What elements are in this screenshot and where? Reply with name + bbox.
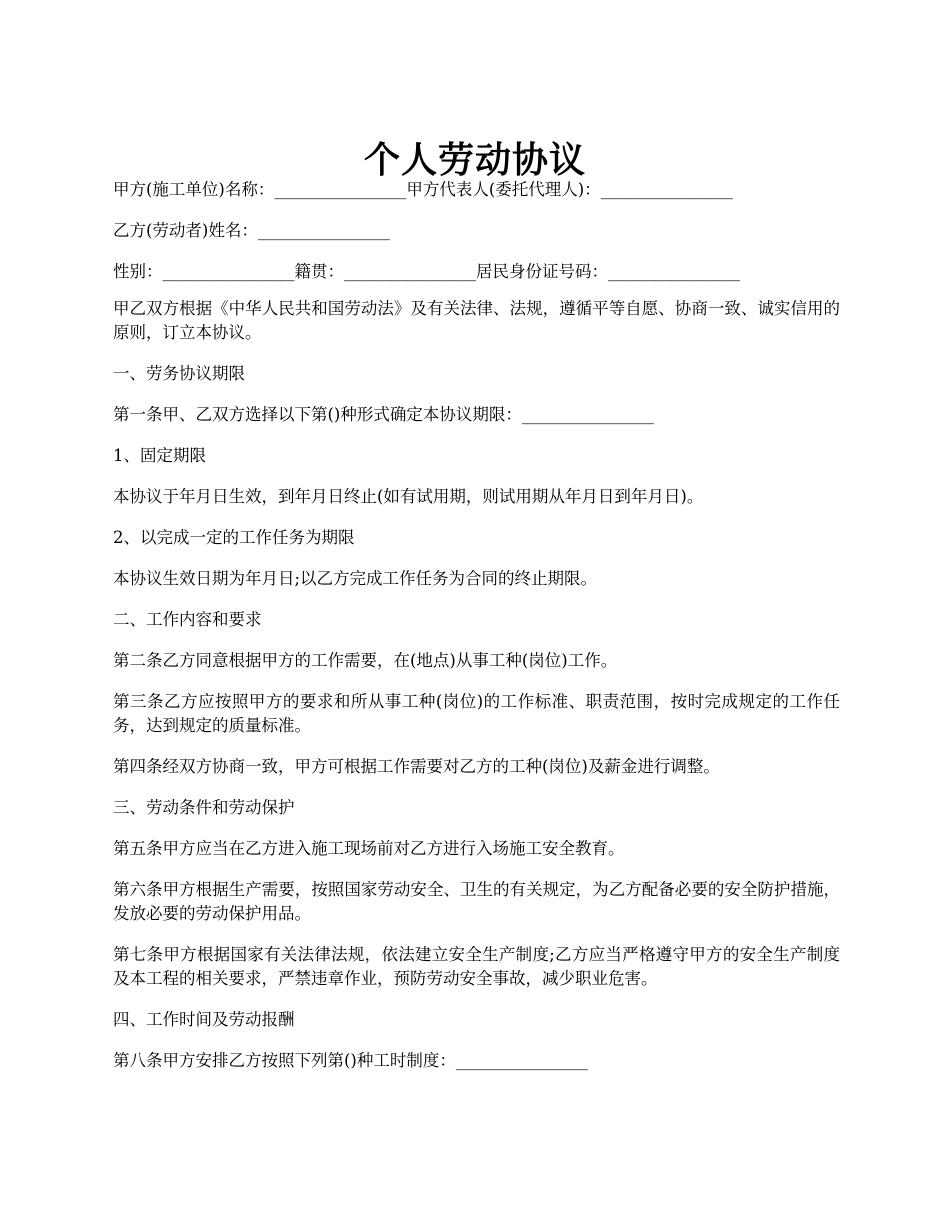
term-option-2-text: 本协议生效日期为年月日;以乙方完成工作任务为合同的终止期限。 — [113, 569, 598, 588]
section-heading-2: 二、工作内容和要求 — [113, 610, 262, 629]
term-option-1-text: 本协议于年月日生效，到年月日终止(如有试用期，则试用期从年月日到年月日)。 — [113, 487, 704, 506]
section-heading-3: 三、劳动条件和劳动保护 — [113, 798, 295, 817]
article-4: 第四条经双方协商一致，甲方可根据工作需要对乙方的工种(岗位)及薪金进行调整。 — [113, 757, 720, 776]
document-body — [113, 178, 840, 1090]
preamble: 甲乙双方根据《中华人民共和国劳动法》及有关法律、法规，遵循平等自愿、协商一致、诚实信用的原则，订立本协议。 — [113, 299, 840, 342]
term-option-1: 1、固定期限 — [113, 446, 206, 465]
party-a-info: 甲方(施工单位)名称：________________甲方代表人(委托代理人)：________________ — [113, 180, 733, 199]
section-heading-4: 四、工作时间及劳动报酬 — [113, 1010, 295, 1029]
document-title: 个人劳动协议 — [363, 139, 586, 182]
article-7: 第七条甲方根据国家有关法律法规，依法建立安全生产制度;乙方应当严格遵守甲方的安全生产制度及本工程的相关要求，严禁违章作业，预防劳动安全事故，减少职业危害。 — [113, 945, 840, 988]
term-option-2: 2、以完成一定的工作任务为期限 — [113, 528, 355, 547]
party-b-details: 性别：________________籍贯：________________居民身份证号码：________________ — [113, 262, 740, 281]
article-6: 第六条甲方根据生产需要，按照国家劳动安全、卫生的有关规定，为乙方配备必要的安全防护措施，发放必要的劳动保护用品。 — [113, 880, 840, 923]
section-heading-1: 一、劳务协议期限 — [113, 364, 245, 383]
article-1: 第一条甲、乙双方选择以下第()种形式确定本协议期限：________________ — [113, 405, 654, 424]
party-b-name: 乙方(劳动者)姓名：________________ — [113, 221, 390, 240]
article-8: 第八条甲方安排乙方按照下列第()种工时制度：________________ — [113, 1051, 588, 1070]
article-5: 第五条甲方应当在乙方进入施工现场前对乙方进行入场施工安全教育。 — [113, 839, 625, 858]
article-2: 第二条乙方同意根据甲方的工作需要，在(地点)从事工种(岗位)工作。 — [113, 651, 618, 670]
article-3: 第三条乙方应按照甲方的要求和所从事工种(岗位)的工作标准、职责范围，按时完成规定的工作任务，达到规定的质量标准。 — [113, 692, 840, 735]
